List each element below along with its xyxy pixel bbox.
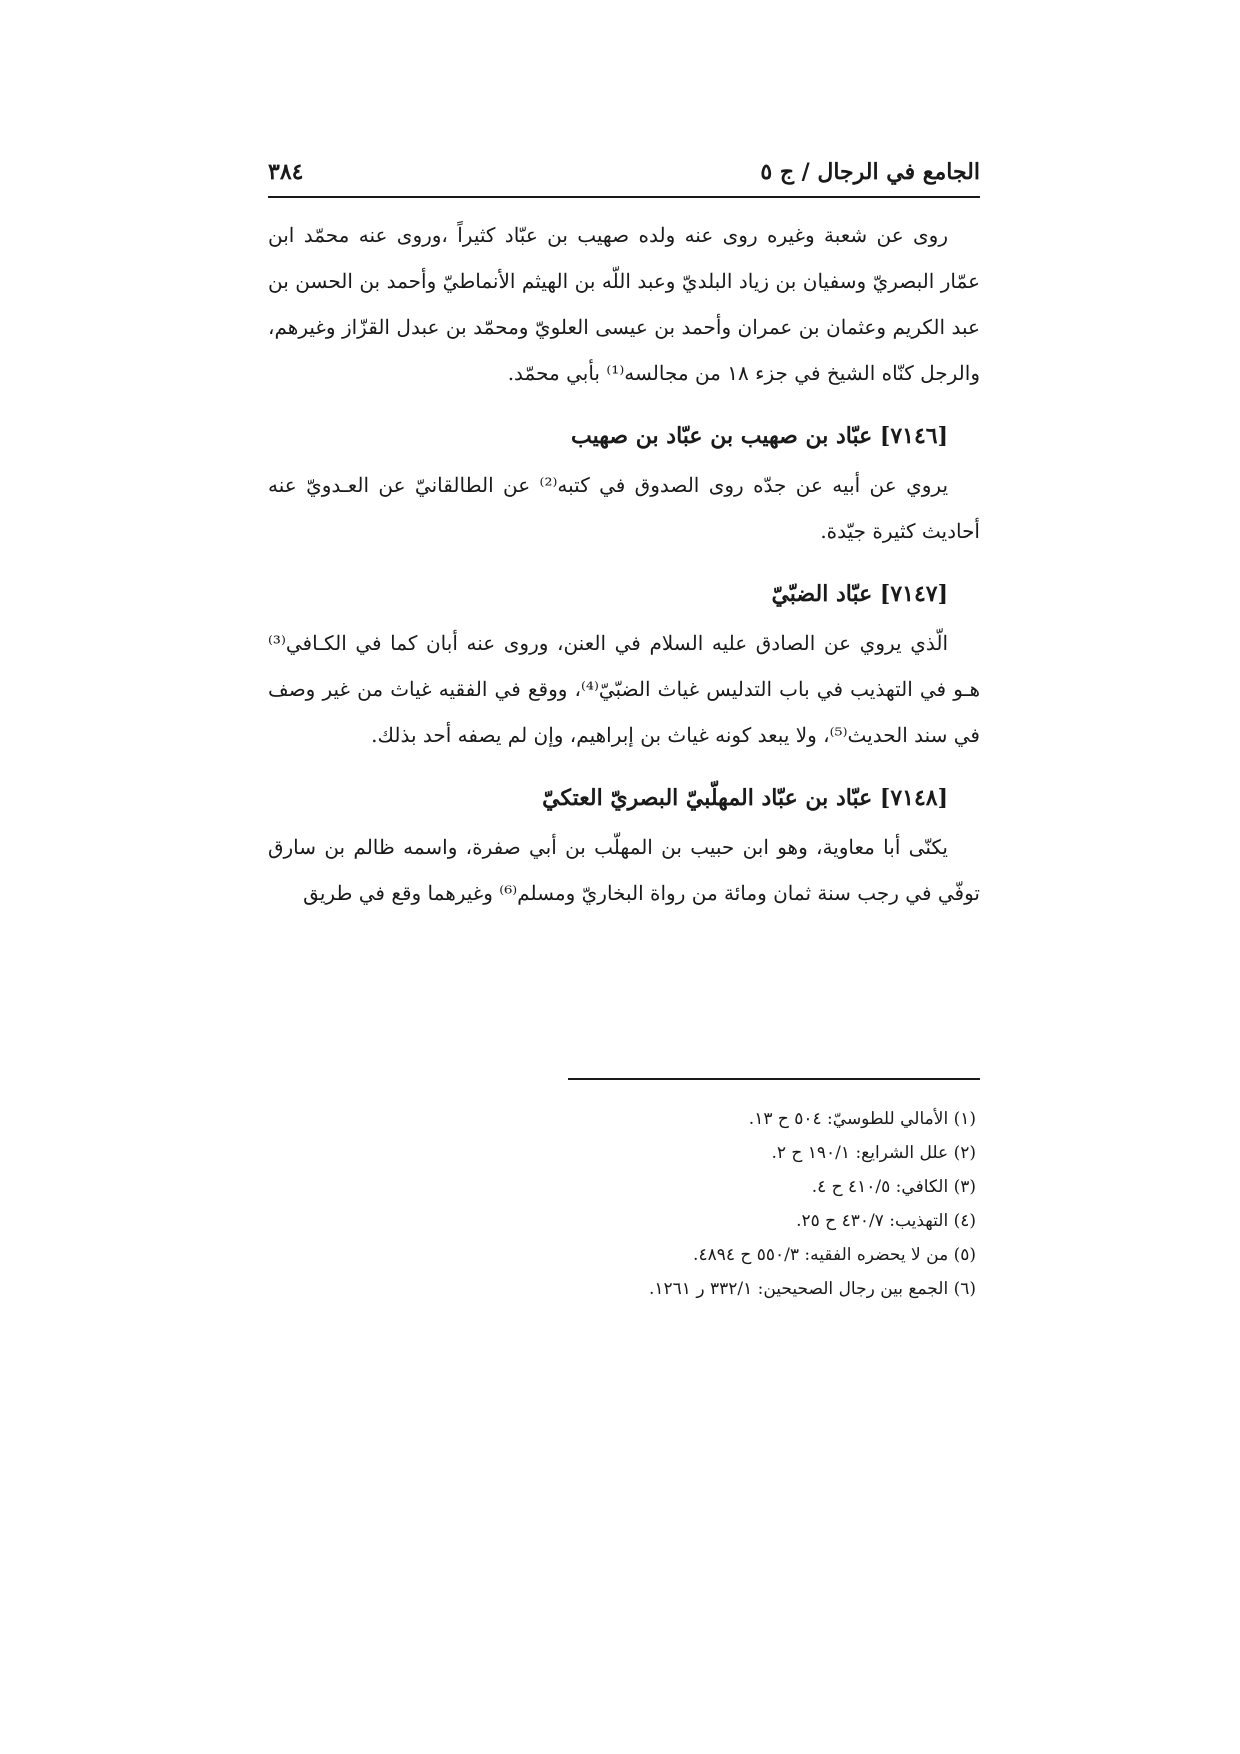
entry-title-7148: [٧١٤٨] عبّاد بن عبّاد المهلّبيّ البصريّ العتكيّ bbox=[542, 785, 948, 811]
header-divider bbox=[268, 196, 980, 198]
main-text bbox=[268, 212, 980, 916]
intro-paragraph: روى عن شعبة وغيره روى عنه ولده صهيب بن عبّاد كثيراً ،وروى عنه محمّد ابن عمّار البصريّ وسفيان بن زياد البلديّ وعبد اللّه بن الهيثم الأنماطيّ وأحمد بن الحسن بن عبد الكريم وعثمان بن عمران وأحمد بن عيسى العلويّ ومحمّد بن عبدل القزّاز وغيرهم، والرجل كنّاه الشيخ في جزء ١٨ من مجالسه⁽¹⁾ بأبي محمّد. bbox=[268, 223, 980, 385]
entry-body-7148: يكنّى أبا معاوية، وهو ابن حبيب بن المهلّب بن أبي صفرة، واسمه ظالم بن سارق توفّي في رجب سنة ثمان ومائة من رواة البخاريّ ومسلم⁽⁶⁾ وغيرهما وقع في طريق bbox=[268, 835, 980, 905]
footnote-6: (٦) الجمع بين رجال الصحيحين: ٣٣٢/١ ر ١٢٦١. bbox=[649, 1279, 976, 1299]
footnotes-list bbox=[268, 1102, 980, 1306]
footnote-divider bbox=[568, 1078, 980, 1080]
page-number: ٣٨٤ bbox=[268, 159, 304, 185]
entry-body-7147: الّذي يروي عن الصادق عليه السلام في العنن، وروى عنه أبان كما في الكـافي⁽³⁾ هـو في التهذيب في باب التدليس غياث الضبّيّ⁽⁴⁾، ووقع في الفقيه غياث من غير وصف في سند الحديث⁽⁵⁾، ولا يبعد كونه غياث بن إبراهيم، وإن لم يصفه أحد بذلك. bbox=[268, 631, 980, 747]
footnote-3: (٣) الكافي: ٤١٠/٥ ح ٤. bbox=[811, 1177, 976, 1197]
footnote-4: (٤) التهذيب: ٤٣٠/٧ ح ٢٥. bbox=[796, 1211, 976, 1231]
footnote-2: (٢) علل الشرايع: ١٩٠/١ ح ٢. bbox=[771, 1143, 976, 1163]
book-title: الجامع في الرجال / ج ٥ bbox=[760, 159, 980, 185]
entry-title-7147: [٧١٤٧] عبّاد الضبّيّ bbox=[771, 581, 948, 607]
footnote-5: (٥) من لا يحضره الفقيه: ٥٥٠/٣ ح ٤٨٩٤. bbox=[693, 1245, 976, 1265]
footnote-1: (١) الأمالي للطوسيّ: ٥٠٤ ح ١٣. bbox=[748, 1109, 976, 1129]
running-header bbox=[268, 150, 980, 194]
entry-body-7146: يروي عن أبيه عن جدّه روى الصدوق في كتبه⁽²⁾ عن الطالقانيّ عن العـدويّ عنه أحاديث كثيرة جيّدة. bbox=[268, 473, 980, 543]
entry-title-7146: [٧١٤٦] عبّاد بن صهيب بن عبّاد بن صهيب bbox=[571, 423, 948, 449]
book-page bbox=[268, 0, 980, 1754]
